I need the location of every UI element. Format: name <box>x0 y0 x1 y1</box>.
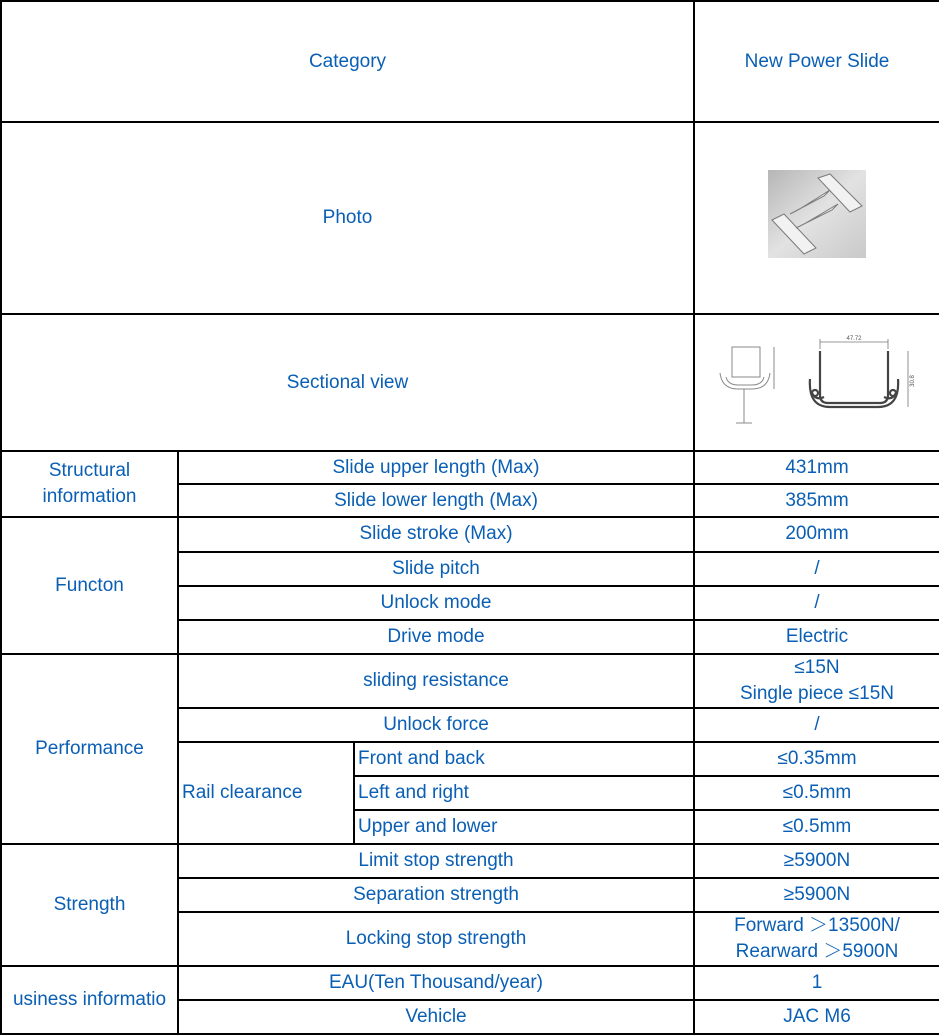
row-value <box>694 912 939 966</box>
row-name: Front and back <box>354 742 694 776</box>
table-row <box>1 517 939 551</box>
header-row <box>1 1 939 122</box>
slide-photo <box>768 170 866 258</box>
row-value: / <box>694 586 939 620</box>
function-label: Functon <box>1 517 178 653</box>
row-value: Electric <box>694 620 939 654</box>
row-value: 200mm <box>694 517 939 551</box>
table-row <box>1 654 939 708</box>
photo-row <box>1 122 939 314</box>
sectional-label: Sectional view <box>1 314 694 451</box>
row-name: Left and right <box>354 776 694 810</box>
row-name: sliding resistance <box>178 654 694 708</box>
category-header: Category <box>1 1 694 122</box>
row-value: ≥5900N <box>694 878 939 912</box>
dim-width: 47.72 <box>846 335 862 342</box>
sectional-drawing <box>712 333 922 433</box>
row-name: EAU(Ten Thousand/year) <box>178 966 694 1000</box>
row-value: 1 <box>694 966 939 1000</box>
row-name: Locking stop strength <box>178 912 694 966</box>
rail-clearance-label: Rail clearance <box>178 742 354 844</box>
business-label: usiness informatio <box>1 966 178 1034</box>
table-row <box>1 966 939 1000</box>
table-row <box>1 451 939 484</box>
row-value: 431mm <box>694 451 939 484</box>
row-name: Slide pitch <box>178 552 694 586</box>
row-name: Slide lower length (Max) <box>178 484 694 517</box>
sectional-cell <box>694 314 939 451</box>
value-line: Forward ＞13500N/ <box>734 914 900 936</box>
value-line: Rearward ＞5900N <box>735 940 899 962</box>
row-value: ≥5900N <box>694 844 939 878</box>
row-name: Unlock force <box>178 708 694 742</box>
table-row <box>1 844 939 878</box>
performance-label: Performance <box>1 654 178 844</box>
product-header: New Power Slide <box>694 1 939 122</box>
row-value: / <box>694 708 939 742</box>
row-value: / <box>694 552 939 586</box>
photo-cell <box>694 122 939 314</box>
row-value: ≤0.5mm <box>694 776 939 810</box>
row-name: Unlock mode <box>178 586 694 620</box>
row-name: Vehicle <box>178 1000 694 1034</box>
row-value: ≤0.5mm <box>694 810 939 844</box>
row-value: JAC M6 <box>694 1000 939 1034</box>
structural-label: Structural information <box>1 451 178 517</box>
row-name: Separation strength <box>178 878 694 912</box>
value-line: ≤15N <box>794 656 840 678</box>
row-name: Slide stroke (Max) <box>178 517 694 551</box>
row-value: 385mm <box>694 484 939 517</box>
dim-height: 30.8 <box>910 375 916 387</box>
row-name: Slide upper length (Max) <box>178 451 694 484</box>
row-name: Drive mode <box>178 620 694 654</box>
row-name: Upper and lower <box>354 810 694 844</box>
row-value <box>694 654 939 708</box>
photo-label: Photo <box>1 122 694 314</box>
sectional-row <box>1 314 939 451</box>
row-value: ≤0.35mm <box>694 742 939 776</box>
row-name: Limit stop strength <box>178 844 694 878</box>
value-line: Single piece ≤15N <box>739 682 895 704</box>
strength-label: Strength <box>1 844 178 966</box>
